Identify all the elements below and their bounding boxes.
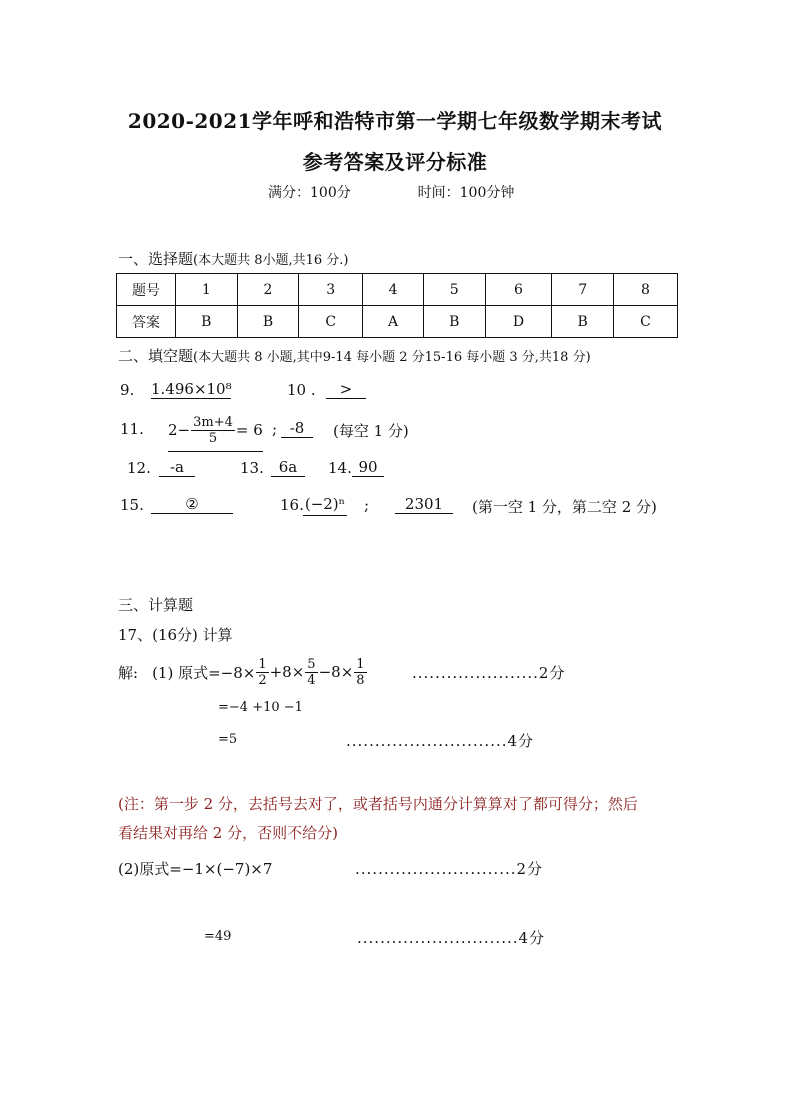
grading-note-line2: 看结果对再给 2 分，否则不给分) xyxy=(118,824,338,842)
part2-result: =49 xyxy=(204,929,232,944)
section2-desc: (本大题共 8 小题,其中9-14 每小题 2 分15-16 每小题 3 分,共18 分) xyxy=(193,350,591,365)
q17-part1-line xyxy=(118,652,368,692)
q17-title: 17、(16分) 计算 xyxy=(118,626,233,644)
q12-answer: -a xyxy=(159,459,195,477)
q11-note: (每空 1 分) xyxy=(333,422,409,440)
fraction-numerator: 1 xyxy=(356,656,365,672)
fraction-denominator: 8 xyxy=(356,672,365,688)
q16-separator: ; xyxy=(364,496,370,514)
q10-answer: > xyxy=(326,381,366,399)
fraction-denominator: 4 xyxy=(307,672,316,688)
part2-score2: ............................4分 xyxy=(357,929,546,947)
table-row-answers xyxy=(117,306,678,338)
q16-answer2: 2301 xyxy=(395,496,453,514)
fraction-denominator: 2 xyxy=(258,672,267,688)
table-cell: 6 xyxy=(485,274,552,306)
table-cell: B xyxy=(176,306,238,338)
table-cell: B xyxy=(423,306,485,338)
part1-step2: =−4 +10 −1 xyxy=(218,700,303,715)
q11-expression xyxy=(168,409,263,452)
section1-header xyxy=(118,248,349,269)
table-cell: D xyxy=(485,306,552,338)
table-row-label: 答案 xyxy=(117,306,176,338)
table-cell: 8 xyxy=(613,274,677,306)
table-cell: 2 xyxy=(237,274,299,306)
table-cell: C xyxy=(613,306,677,338)
document-subtitle: 参考答案及评分标准 xyxy=(302,150,488,174)
table-cell: B xyxy=(552,306,614,338)
q16-note: (第一空 1 分，第二空 2 分) xyxy=(472,498,657,516)
section3-heading: 三、计算题 xyxy=(118,596,194,614)
part1-mid2: −8× xyxy=(318,663,354,681)
q15-number: 15. xyxy=(120,496,144,514)
table-cell: 7 xyxy=(552,274,614,306)
q11-fraction xyxy=(191,415,235,446)
q10-number: 10 . xyxy=(287,381,316,399)
table-cell: 3 xyxy=(299,274,363,306)
grading-note-line1: (注：第一步 2 分，去括号去对了，或者括号内通分计算算对了都可得分；然后 xyxy=(118,795,638,813)
table-cell: C xyxy=(299,306,363,338)
q11-number: 11. xyxy=(120,420,144,438)
fraction-numerator: 1 xyxy=(258,656,267,672)
q11-post: = 6 xyxy=(235,421,263,439)
section1-desc: (本大题共 8小题,共16 分.) xyxy=(193,253,349,268)
q13-answer: 6a xyxy=(271,459,305,477)
full-score: 满分：100分 xyxy=(268,185,351,201)
q12-number: 12. xyxy=(127,459,151,477)
q14-answer: 90 xyxy=(352,459,384,477)
exam-meta xyxy=(268,182,514,202)
table-cell: B xyxy=(237,306,299,338)
table-cell: 4 xyxy=(363,274,424,306)
q16-number: 16. xyxy=(280,496,304,514)
solve-label: 解: xyxy=(118,663,139,682)
table-cell: A xyxy=(363,306,424,338)
document-title: 2020-2021学年呼和浩特市第一学期七年级数学期末考试 xyxy=(127,109,663,133)
answer-table xyxy=(116,273,678,338)
exam-time: 时间：100分钟 xyxy=(417,185,515,201)
part2-score1: ............................2分 xyxy=(355,860,544,878)
table-row-label: 题号 xyxy=(117,274,176,306)
q9-number: 9. xyxy=(120,381,135,399)
q14-number: 14. xyxy=(328,459,352,477)
part2-label: (2)原式=−1×(−7)×7 xyxy=(118,860,273,878)
table-cell: 1 xyxy=(176,274,238,306)
part1-mid1: +8× xyxy=(269,663,305,681)
fraction-numerator: 3m+4 xyxy=(193,414,233,430)
fraction-denominator: 5 xyxy=(208,430,218,446)
q16-answer1: (−2)ⁿ xyxy=(303,493,347,516)
q9-answer: 1.496×10⁸ xyxy=(151,380,232,398)
q11-pre: 2− xyxy=(168,421,191,439)
section1-heading: 一、选择题 xyxy=(118,250,194,268)
fraction-one-half xyxy=(256,657,268,688)
part1-score1: ......................2分 xyxy=(412,664,566,682)
q15-answer: ② xyxy=(151,496,233,514)
fraction-one-eighth xyxy=(354,657,366,688)
table-cell: 5 xyxy=(423,274,485,306)
section2-header xyxy=(118,345,591,366)
section2-heading: 二、填空题 xyxy=(118,347,194,365)
q11-separator: ; xyxy=(272,420,278,438)
part1-score2: ............................4分 xyxy=(346,732,535,750)
q11-answer2: -8 xyxy=(281,420,313,438)
table-row-numbers xyxy=(117,274,678,306)
part1-label: (1) 原式=−8× xyxy=(152,663,256,682)
part1-step3: =5 xyxy=(218,732,238,747)
q13-number: 13. xyxy=(240,459,264,477)
fraction-numerator: 5 xyxy=(307,656,316,672)
fraction-five-fourths xyxy=(305,657,317,688)
